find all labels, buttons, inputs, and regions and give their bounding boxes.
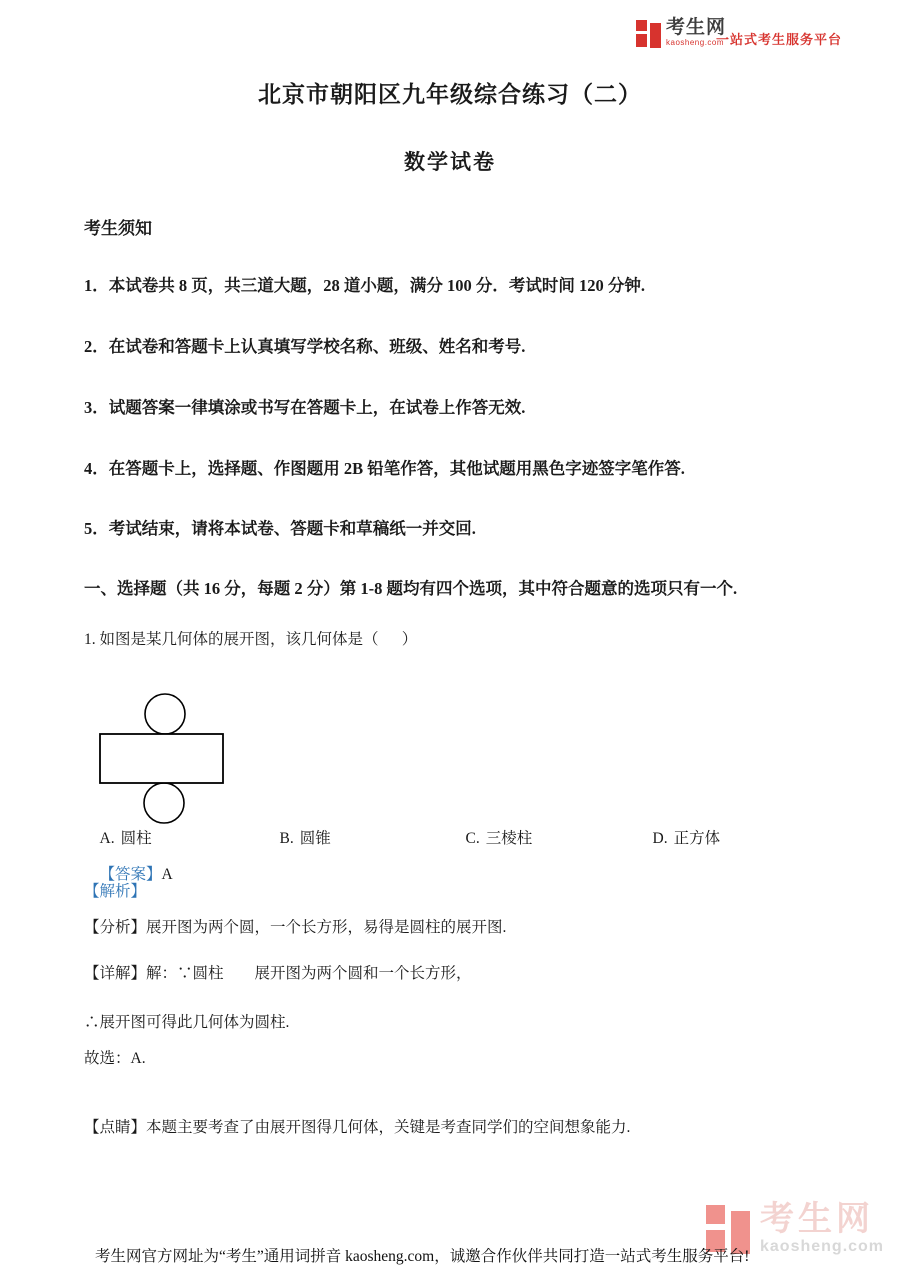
page-title: 北京市朝阳区九年级综合练习（二）: [258, 82, 642, 107]
choice-line: 故选：A.: [84, 1050, 146, 1067]
option-c-label: C.: [465, 830, 480, 847]
detail-conclusion: ∴展开图可得此几何体为圆柱.: [84, 1014, 290, 1031]
option-d: [637, 808, 720, 866]
notice-item-3: 3．试题答案一律填涂或书写在答题卡上，在试卷上作答无效.: [84, 398, 526, 417]
option-b-text: 圆锥: [299, 830, 331, 847]
notice-item-4: 4．在答题卡上，选择题、作图题用 2B 铅笔作答，其他试题用黑色字迹签字笔作答.: [84, 459, 685, 478]
logo-domain: kaosheng.com: [666, 38, 725, 47]
option-a-label: A.: [99, 830, 115, 847]
kaosheng-logo: [636, 18, 726, 48]
logo-name: 考生网: [666, 17, 727, 38]
option-d-label: D.: [652, 830, 668, 847]
notice-item-5: 5．考试结束，请将本试卷、答题卡和草稿纸一并交回.: [84, 519, 476, 538]
option-d-text: 正方体: [673, 830, 721, 847]
option-b-label: B.: [279, 830, 294, 847]
option-b: [264, 808, 331, 866]
notice-item-2: 2．在试卷和答题卡上认真填写学校名称、班级、姓名和考号.: [84, 337, 526, 356]
detail-text: 【详解】解：∵圆柱 展开图为两个圆和一个长方形，: [84, 965, 472, 982]
notice-heading: 考生须知: [84, 219, 152, 238]
analysis-text: 【分析】展开图为两个圆，一个长方形，易得是圆柱的展开图.: [84, 919, 507, 936]
option-c: [450, 808, 532, 866]
watermark-domain: kaosheng.com: [760, 1238, 885, 1255]
analysis-label: 【解析】: [84, 883, 147, 900]
net-top-circle: [145, 694, 185, 734]
answer-value: A: [161, 866, 173, 883]
page-subtitle: 数学试卷: [404, 150, 496, 174]
section-heading: 一、选择题（共 16 分，每题 2 分）第 1-8 题均有四个选项，其中符合题意的选项只有一个.: [84, 579, 738, 598]
footer-text: 考生网官方网址为“考生”通用词拼音 kaosheng.com，诚邀合作伙伴共同打造一站式考生服务平台!: [95, 1248, 750, 1265]
notice-item-1: 1．本试卷共 8 页，共三道大题，28 道小题，满分 100 分．考试时间 120 分钟.: [84, 276, 645, 295]
logo-tagline: 一站式考生服务平台: [716, 32, 843, 47]
watermark-name: 考生网: [760, 1200, 874, 1238]
net-rectangle: [100, 734, 223, 783]
note-line: 【点睛】本题主要考查了由展开图得几何体，关键是考查同学们的空间想象能力.: [84, 1119, 631, 1136]
answer-label: 【答案】: [99, 866, 162, 883]
question-1-stem: 1. 如图是某几何体的展开图，该几何体是（ ）: [84, 631, 418, 648]
kaosheng-brand-icon: [636, 18, 662, 48]
option-a-text: 圆柱: [120, 830, 152, 847]
option-c-text: 三棱柱: [485, 830, 533, 847]
